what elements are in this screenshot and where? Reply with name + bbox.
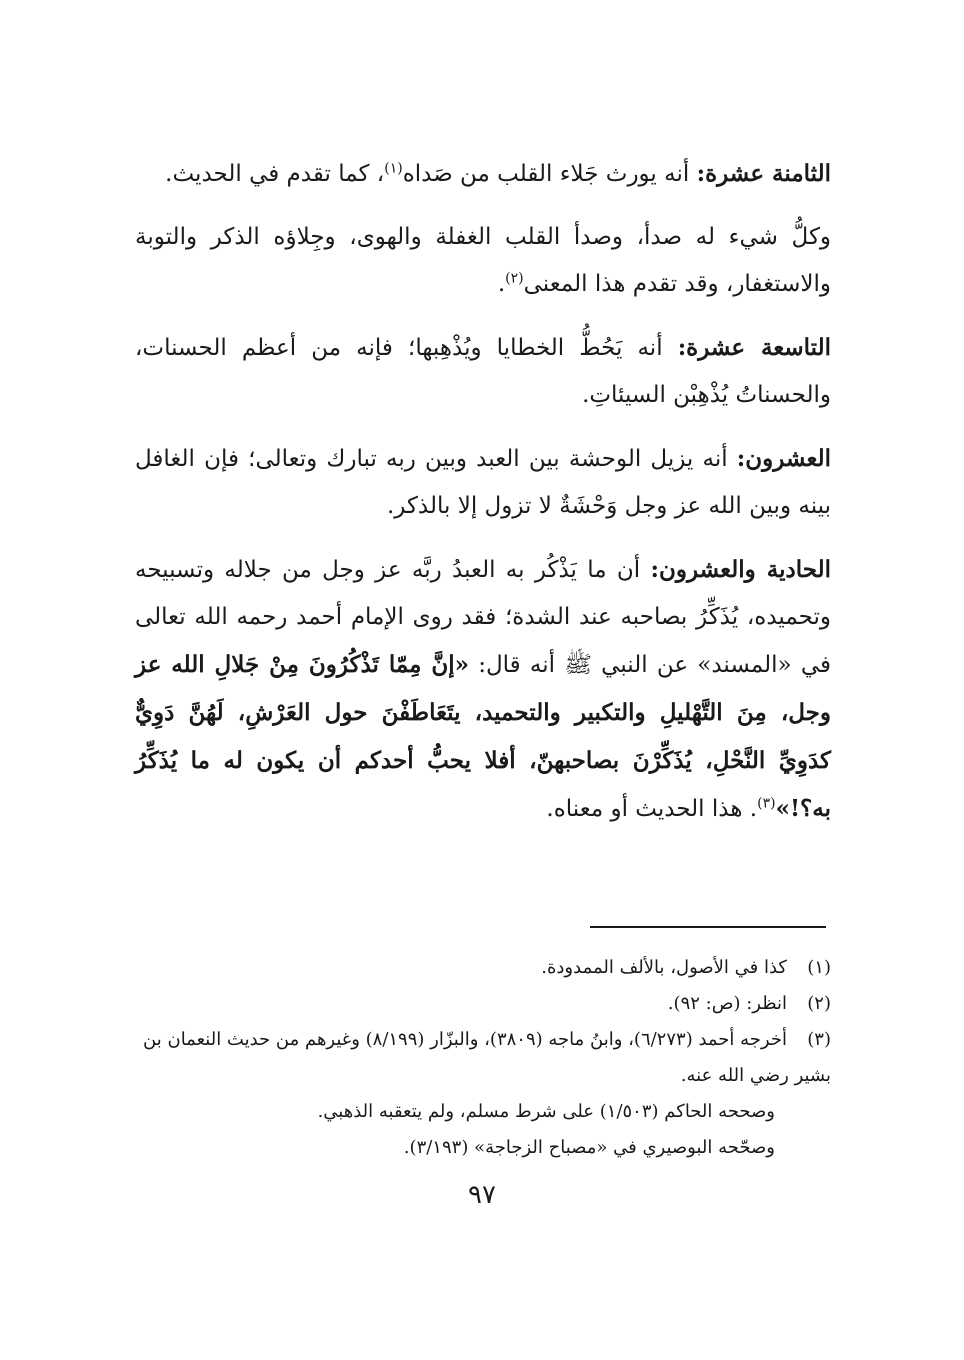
footnote-3-busiri: وصحّحه البوصيري في «مصباح الزجاجة» (٣/١٩٣). <box>403 1137 775 1158</box>
footnote-3-hakim: وصححه الحاكم (١/٥٠٣) على شرط مسلم، ولم يتعقبه الذهبي. <box>317 1101 775 1122</box>
page-number: ٩٧ <box>468 1180 496 1210</box>
paragraph-text-end: ، كما تقدم في الحديث. <box>165 161 385 187</box>
footnote-3 <box>135 1022 831 1094</box>
footnote-2 <box>135 986 831 1022</box>
paragraph-label: العشرون: <box>736 445 831 472</box>
paragraph-18 <box>135 150 831 198</box>
footnote-number: (١) <box>807 957 831 978</box>
paragraph-21 <box>135 546 831 833</box>
paragraph-19 <box>135 324 831 419</box>
footnotes <box>135 950 831 1166</box>
paragraph-rust <box>135 214 831 308</box>
main-text <box>135 150 831 849</box>
footnote-number: (٣) <box>807 1029 831 1050</box>
hadith-quote: «إنَّ مِمّا تَذْكُرُونَ مِنْ جَلالِ الله عز وجل، مِنَ التَّهْليلِ والتكبير والتحميد، يتَعَاطَفْنَ حول العَرْشِ، لَهُنَّ دَوِيٌّ كدَوِيِّ النَّحْلِ، يُذَكِّرْنَ بصاحبهنّ، أفلا يحبُّ أحدكم أن يكون له ما يُذَكِّرُ به؟!» <box>135 651 831 822</box>
paragraph-text-end: . <box>497 271 506 297</box>
footnote-ref-2: (٢) <box>505 270 524 287</box>
footnote-ref-1: (١) <box>384 160 403 177</box>
paragraph-label: الحادية والعشرون: <box>650 556 832 583</box>
footnote-text: أخرجه أحمد (٦/٢٧٣)، وابنُ ماجه (٣٨٠٩)، والبزّار (٨/١٩٩) وغيرهم من حديث النعمان بن بشير رضي الله عنه. <box>143 1029 831 1086</box>
paragraph-text: أنه يورث جَلاء القلب من صَداه <box>402 161 697 187</box>
paragraph-20 <box>135 435 831 530</box>
paragraph-text-end: . هذا الحديث أو معناه. <box>546 796 758 822</box>
footnote-ref-3: (٣) <box>757 795 776 812</box>
footnote-text: انظر: (ص: ٩٢). <box>667 993 787 1014</box>
footnote-divider <box>590 926 826 928</box>
paragraph-label: الثامنة عشرة: <box>696 160 831 187</box>
footnote-number: (٢) <box>807 993 831 1014</box>
footnote-text: كذا في الأصول، بالألف الممدودة. <box>541 957 787 978</box>
paragraph-text: أن ما يَذْكُر به العبدُ ربَّه عز وجل من جلاله وتسبيحه وتحميده، يُذَكِّرُ بصاحبه عند الشدة؛ فقد روى الإمام أحمد رحمه الله تعالى في «المسند» عن النبي ﷺ أنه قال: <box>135 557 831 678</box>
footnote-1 <box>135 950 831 986</box>
paragraph-text: أنه يزيل الوحشة بين العبد وبين ربه تبارك وتعالى؛ فإن الغافل بينه وبين الله عز وجل وَحْشَةٌ لا تزول إلا بالذكر. <box>135 446 831 519</box>
paragraph-text: أنه يَحُطُّ الخطايا ويُذْهِبها؛ فإنه من أعظم الحسنات، والحسناتُ يُذْهِبْن السيئاتِ. <box>135 335 831 408</box>
paragraph-text: وكلُّ شيء له صدأ، وصدأ القلب الغفلة والهوى، وجِلاؤه الذكر والتوبة والاستغفار، وقد تقدم هذا المعنى <box>135 224 831 297</box>
paragraph-label: التاسعة عشرة: <box>677 334 831 361</box>
